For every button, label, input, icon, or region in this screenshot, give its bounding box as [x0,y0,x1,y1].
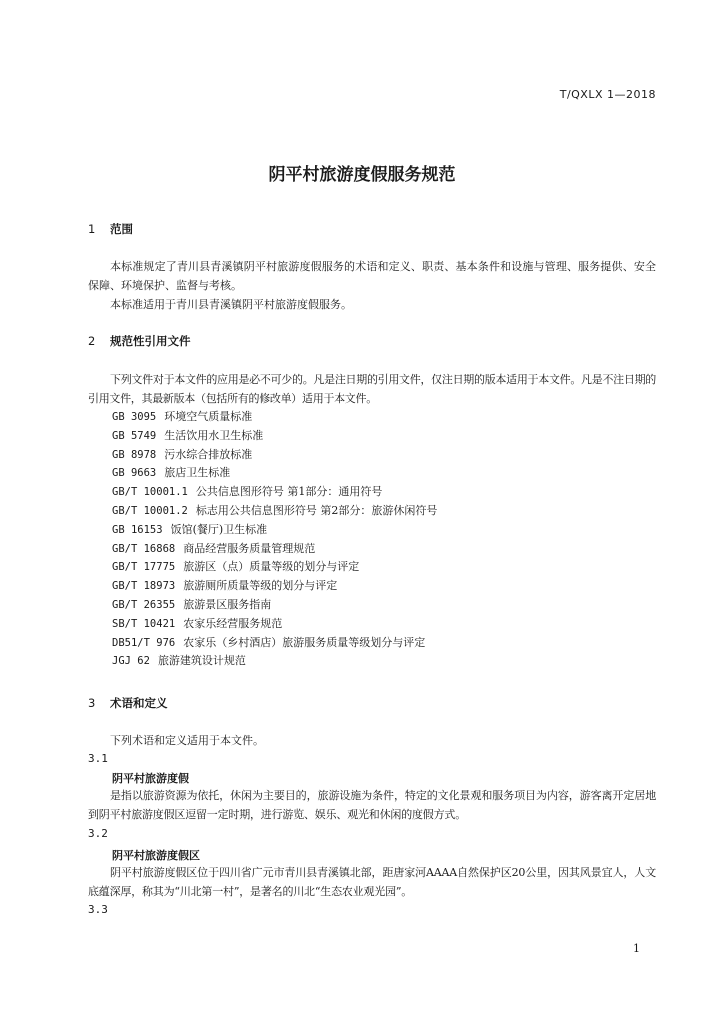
reference-item [112,615,437,634]
reference-code: GB 16153 [112,523,163,536]
reference-list [112,408,437,671]
reference-code: GB/T 10001.2 [112,504,188,517]
reference-item [112,577,437,596]
reference-item [112,483,437,502]
reference-title: 旅游厕所质量等级的划分与评定 [183,579,338,593]
reference-item [112,596,437,615]
reference-code: GB 8978 [112,448,157,461]
reference-item [112,408,437,427]
reference-title: 生活饮用水卫生标准 [164,428,264,442]
reference-title: 农家乐（乡村酒店）旅游服务质量等级划分与评定 [183,635,426,649]
reference-code: GB/T 17775 [112,561,176,574]
reference-code: GB/T 18973 [112,580,176,593]
reference-code: GB/T 16868 [112,542,176,555]
term-number: 3.1 [88,752,108,765]
reference-code: DB51/T 976 [112,636,176,649]
reference-title: 旅游建筑设计规范 [157,654,246,668]
section-title: 术语和定义 [110,696,168,710]
references-intro: 下列文件对于本文件的应用是必不可少的。凡是注日期的引用文件，仅注日期的版本适用于本文件。凡是不注日期的引用文件，其最新版本（包括所有的修改单）适用于本文件。 [88,373,656,405]
reference-item [112,558,437,577]
reference-title: 污水综合排放标准 [164,447,253,461]
reference-title: 饭馆(餐厅)卫生标准 [170,522,268,536]
term-definition: 阴平村旅游度假区位于四川省广元市青川县青溪镇北部，距唐家河AAAA自然保护区20公里，因其风景宜人，人文底蕴深厚，称其为“川北第一村”，是著名的川北“生态农业观光园”。 [88,866,656,898]
reference-item [112,540,437,559]
reference-title: 农家乐经营服务规范 [183,616,283,630]
reference-item [112,521,437,540]
term-number: 3.2 [88,827,108,840]
reference-code: GB 5749 [112,429,157,442]
reference-item [112,427,437,446]
section-number: 3 [88,696,96,710]
document-number: T/QXLX 1—2018 [559,88,656,101]
reference-item [112,634,437,653]
section-number: 1 [88,222,96,236]
section-title: 规范性引用文件 [110,334,191,348]
scope-paragraph-2: 本标准适用于青川县青溪镇阴平村旅游度假服务。 [110,298,352,311]
reference-title: 商品经营服务质量管理规范 [183,541,316,555]
term-number: 3.3 [88,903,108,916]
section-number: 2 [88,334,96,348]
reference-title: 旅游景区服务指南 [183,597,272,611]
section-title: 范围 [110,222,134,236]
reference-title: 公共信息图形符号 第1部分：通用符号 [195,485,383,499]
reference-title: 旅店卫生标准 [164,466,231,480]
reference-title: 旅游区（点）质量等级的划分与评定 [183,560,360,574]
reference-code: GB 9663 [112,467,157,480]
reference-code: GB 3095 [112,411,157,423]
reference-code: JGJ 62 [112,655,150,668]
document-title: 阴平村旅游度假服务规范 [268,165,456,185]
reference-title: 标志用公共信息图形符号 第2部分：旅游休闲符号 [195,503,438,517]
term-definition: 是指以旅游资源为依托，休闲为主要目的，旅游设施为条件，特定的文化景观和服务项目为内容，游客离开定居地到阴平村旅游度假区逗留一定时期，进行游览、娱乐、观光和休闲的度假方式。 [88,789,656,821]
reference-code: GB/T 26355 [112,598,176,611]
scope-paragraph-1: 本标准规定了青川县青溪镇阴平村旅游度假服务的术语和定义、职责、基本条件和设施与管理、服务提供、安全保障、环境保护、监督与考核。 [88,260,656,292]
reference-code: GB/T 10001.1 [112,486,188,499]
terms-intro: 下列术语和定义适用于本文件。 [110,734,264,747]
reference-item [112,464,437,483]
reference-item [112,652,437,671]
reference-item [112,446,437,465]
page-number: 1 [633,942,640,955]
section-2-heading [88,333,191,349]
reference-item [112,502,437,521]
term-name: 阴平村旅游度假区 [112,849,200,862]
term-name: 阴平村旅游度假 [112,772,189,785]
section-3-heading [88,695,168,711]
reference-code: SB/T 10421 [112,617,176,630]
section-1-heading [88,221,133,237]
reference-title: 环境空气质量标准 [164,410,253,423]
